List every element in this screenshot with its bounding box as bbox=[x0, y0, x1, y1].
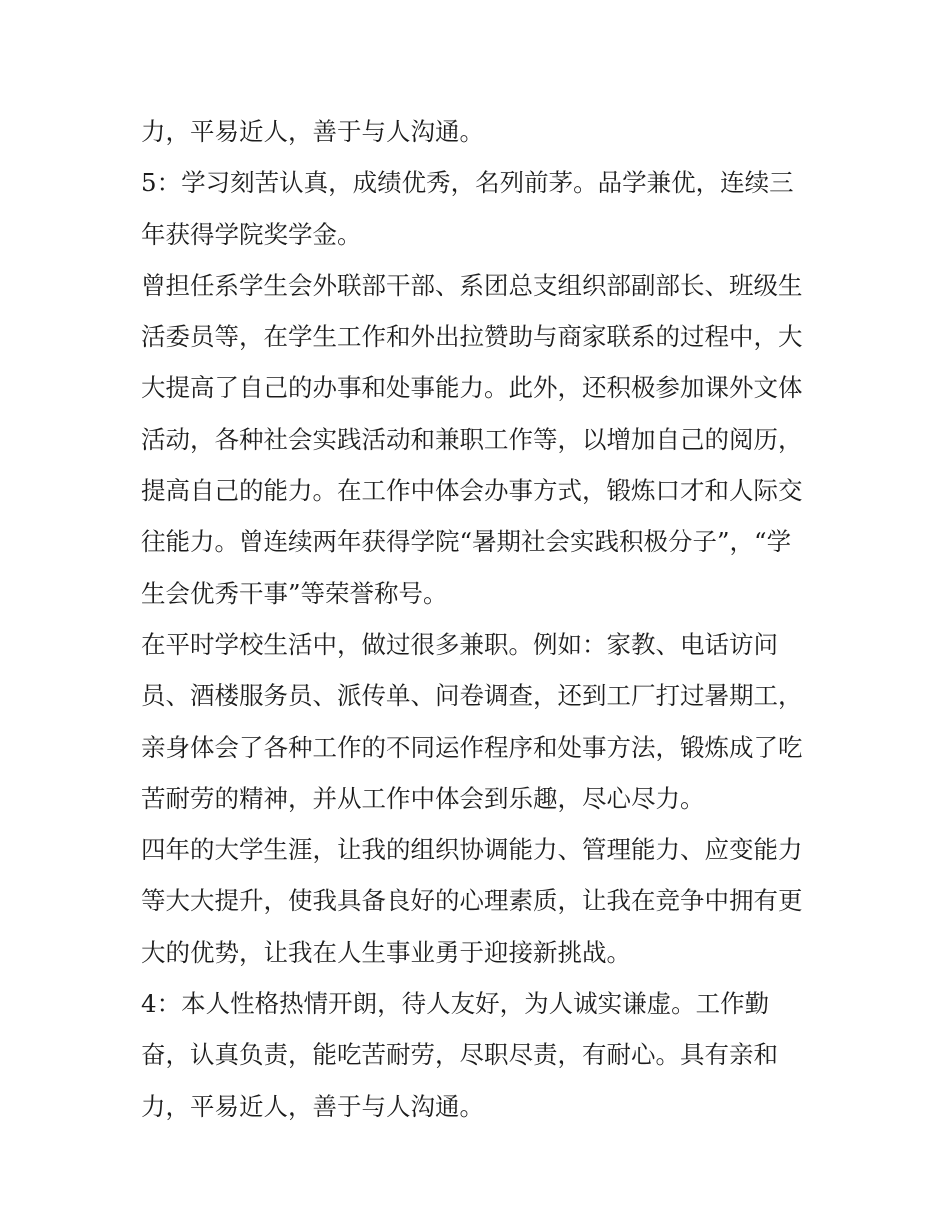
text-line: 往能力。曾连续两年获得学院“暑期社会实践积极分子”，“学 bbox=[141, 527, 792, 557]
text-line: 力，平易近人，善于与人沟通。 bbox=[141, 117, 484, 146]
text-line: 生会优秀干事”等荣誉称号。 bbox=[141, 578, 448, 608]
text-line: 员、酒楼服务员、派传单、问卷调查，还到工厂打过暑期工， bbox=[141, 681, 803, 711]
text-line: 奋，认真负责，能吃苦耐劳，尽职尽责，有耐心。具有亲和 bbox=[141, 1040, 778, 1070]
text-line: 大的优势，让我在人生事业勇于迎接新挑战。 bbox=[141, 937, 631, 967]
text-line: 年获得学院奖学金。 bbox=[141, 219, 362, 249]
text-line: 大提高了自己的办事和处事能力。此外，还积极参加课外文体 bbox=[141, 373, 803, 403]
text-line: 等大大提升，使我具备良好的心理素质，让我在竞争中拥有更 bbox=[141, 886, 803, 916]
text-line: 四年的大学生涯，让我的组织协调能力、管理能力、应变能力 bbox=[141, 835, 803, 865]
text-line: 在平时学校生活中，做过很多兼职。例如：家教、电话访问 bbox=[141, 629, 778, 659]
text-line: 曾担任系学生会外联部干部、系团总支组织部副部长、班级生 bbox=[141, 270, 803, 300]
text-line: 5：学习刻苦认真，成绩优秀，名列前茅。品学兼优，连续三 bbox=[141, 168, 794, 198]
text-line: 活委员等，在学生工作和外出拉赞助与商家联系的过程中，大 bbox=[141, 322, 803, 352]
document-body bbox=[141, 106, 821, 1132]
text-line: 活动，各种社会实践活动和兼职工作等，以增加自己的阅历， bbox=[141, 424, 803, 454]
text-line: 苦耐劳的精神，并从工作中体会到乐趣，尽心尽力。 bbox=[141, 783, 705, 813]
text-line: 亲身体会了各种工作的不同运作程序和处事方法，锻炼成了吃 bbox=[141, 732, 803, 762]
text-line: 提高自己的能力。在工作中体会办事方式，锻炼口才和人际交 bbox=[141, 476, 803, 506]
text-line: 力，平易近人，善于与人沟通。 bbox=[141, 1091, 484, 1121]
text-line: 4：本人性格热情开朗，待人友好，为人诚实谦虚。工作勤 bbox=[141, 989, 770, 1019]
